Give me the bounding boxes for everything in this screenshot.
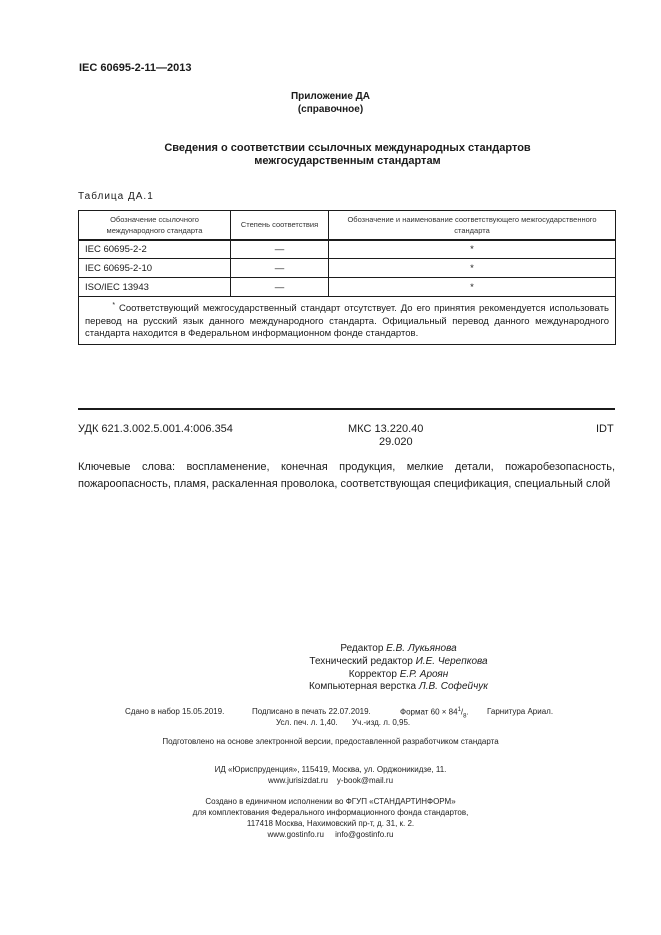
reference-table bbox=[78, 210, 616, 345]
section-title-line-2: межгосударственным стандартам bbox=[254, 155, 441, 167]
section-title-line-1: Сведения о соответствии ссылочных международных стандартов bbox=[164, 142, 531, 154]
column-header-std: Обозначение ссылочного международного стандарта bbox=[79, 211, 231, 240]
cell-std: IEC 60695-2-10 bbox=[79, 259, 231, 278]
credit-corrector bbox=[68, 669, 661, 680]
document-id: IEC 60695-2-11—2013 bbox=[79, 62, 192, 74]
udk-code: УДК 621.3.002.5.001.4:006.354 bbox=[78, 423, 233, 435]
publisher-website[interactable]: www.jurisizdat.ru bbox=[267, 776, 328, 785]
gostinfo-email[interactable]: info@gostinfo.ru bbox=[335, 830, 394, 839]
created-line-3: 117418 Москва, Нахимовский пр-т, д. 31, к. 2. bbox=[246, 819, 415, 828]
created-line-2: для комплектования Федерального информационного фонда стандартов, bbox=[192, 808, 469, 817]
idt-label: IDT bbox=[596, 423, 614, 435]
mks-code: МКС 13.220.40 bbox=[348, 423, 424, 435]
column-header-degree: Степень соответствия bbox=[231, 211, 329, 240]
footnote-text: Соответствующий межгосударственный стандарт отсутствует. До его принятия рекомендуется использовать перевод на русский язык данного международного стандарта. Официальный перевод данного международного стандарта находится в Федеральном информационном фонде стандартов. bbox=[85, 303, 609, 340]
credit-layout bbox=[68, 681, 661, 692]
table-header-row bbox=[79, 211, 616, 240]
annex-subtitle: (справочное) bbox=[297, 104, 364, 115]
imprint-signed: Подписано в печать 22.07.2019. bbox=[252, 707, 371, 716]
column-header-national: Обозначение и наименование соответствующего межгосударственного стандарта bbox=[329, 211, 616, 240]
table-footnote bbox=[79, 297, 616, 345]
credit-name: Л.В. Софейчук bbox=[418, 681, 489, 692]
footnote-mark: * bbox=[112, 302, 116, 309]
imprint-sent: Сдано в набор 15.05.2019. bbox=[125, 707, 225, 716]
imprint-pub-sheets: Уч.-изд. л. 0,95. bbox=[352, 718, 411, 727]
cell-national: * bbox=[329, 278, 616, 297]
keywords: Ключевые слова: воспламенение, конечная продукция, мелкие детали, пожаробезопасность, пожароопасность, пламя, раскаленная проволока, соответствующая спецификация, специальный слой bbox=[78, 461, 615, 490]
cell-national: * bbox=[329, 259, 616, 278]
imprint-sheets: Усл. печ. л. 1,40. bbox=[276, 718, 338, 727]
annex-title: Приложение ДА bbox=[290, 91, 371, 102]
credit-name: И.Е. Черепкова bbox=[415, 656, 488, 667]
credit-name: Е.Р. Ароян bbox=[399, 669, 449, 680]
credit-tech-editor bbox=[68, 656, 661, 667]
publisher-contacts bbox=[0, 776, 661, 785]
format-label: Формат 60 × 84 bbox=[400, 707, 458, 717]
imprint-format: Формат $60 \times 84^1/_8$. bbox=[400, 707, 469, 720]
table-footnote-row bbox=[79, 297, 616, 345]
gostinfo-contacts bbox=[0, 830, 661, 839]
publisher-line: ИД «Юриспруденция», 115419, Москва, ул. Орджоникидзе, 11. bbox=[214, 765, 447, 774]
format-denominator: 8 bbox=[463, 713, 467, 720]
credit-label: Компьютерная верстка bbox=[308, 681, 417, 692]
table-caption: Таблица ДА.1 bbox=[78, 191, 154, 202]
imprint-prepared: Подготовлено на основе электронной версии, предоставленной разработчиком стандарта bbox=[162, 737, 499, 746]
cell-national: * bbox=[329, 240, 616, 259]
credit-editor bbox=[68, 643, 661, 654]
cell-std: ISO/IEC 13943 bbox=[79, 278, 231, 297]
table-row bbox=[79, 259, 616, 278]
table-row bbox=[79, 240, 616, 259]
mks-code-2: 29.020 bbox=[379, 436, 413, 448]
divider bbox=[78, 408, 615, 410]
imprint-font: Гарнитура Ариал. bbox=[487, 707, 554, 716]
cell-degree: — bbox=[231, 278, 329, 297]
cell-degree: — bbox=[231, 240, 329, 259]
credit-name: Е.В. Лукьянова bbox=[386, 643, 457, 654]
credit-label: Редактор bbox=[340, 643, 384, 654]
credit-label: Технический редактор bbox=[309, 656, 413, 667]
table-row bbox=[79, 278, 616, 297]
created-line-1: Создано в единичном исполнении во ФГУП «СТАНДАРТИНФОРМ» bbox=[205, 797, 456, 806]
credit-label: Корректор bbox=[348, 669, 397, 680]
format-numerator: 1 bbox=[457, 707, 461, 713]
publisher-email[interactable]: y-book@mail.ru bbox=[336, 776, 394, 785]
gostinfo-website[interactable]: www.gostinfo.ru bbox=[267, 830, 324, 839]
cell-degree: — bbox=[231, 259, 329, 278]
cell-std: IEC 60695-2-2 bbox=[79, 240, 231, 259]
